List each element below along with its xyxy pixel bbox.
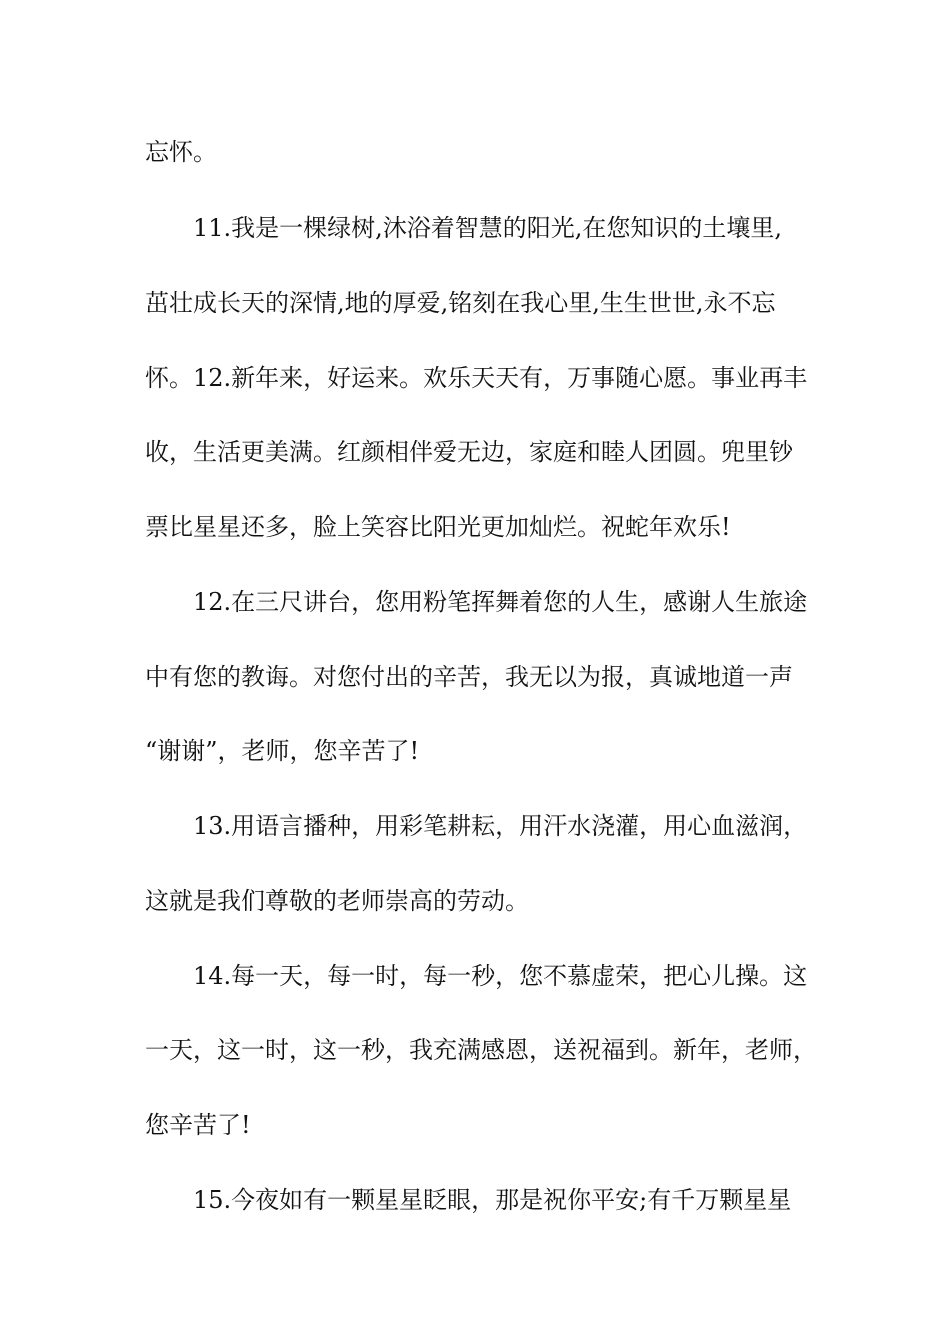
text-line: 茁壮成长天的深情,地的厚爱,铭刻在我心里,生生世世,永不忘	[145, 289, 776, 317]
text-line: 怀。12.新年来，好运来。欢乐天天有，万事随心愿。事业再丰	[145, 364, 808, 392]
text-line: 收，生活更美满。红颜相伴爱无边，家庭和睦人团圆。兜里钞	[145, 438, 793, 466]
text-line: 12.在三尺讲台，您用粉笔挥舞着您的人生，感谢人生旅途	[193, 588, 808, 616]
text-line: 忘怀。	[145, 138, 217, 166]
text-line: “谢谢”，老师，您辛苦了!	[145, 737, 420, 765]
text-line: 13.用语言播种，用彩笔耕耘，用汗水浇灌，用心血滋润，	[193, 812, 808, 840]
text-line: 票比星星还多，脸上笑容比阳光更加灿烂。祝蛇年欢乐!	[145, 513, 731, 541]
text-line: 14.每一天，每一时，每一秒，您不慕虚荣，把心儿操。这	[193, 962, 808, 990]
text-line: 一天，这一时，这一秒，我充满感恩，送祝福到。新年，老师，	[145, 1036, 817, 1064]
text-line: 15.今夜如有一颗星星眨眼，那是祝你平安;有千万颗星星	[193, 1186, 792, 1214]
text-line: 中有您的教诲。对您付出的辛苦，我无以为报，真诚地道一声	[145, 663, 793, 691]
text-line: 11.我是一棵绿树,沐浴着智慧的阳光,在您知识的土壤里,	[193, 214, 783, 242]
text-line: 这就是我们尊敬的老师崇高的劳动。	[145, 887, 529, 915]
text-line: 您辛苦了!	[145, 1111, 251, 1139]
